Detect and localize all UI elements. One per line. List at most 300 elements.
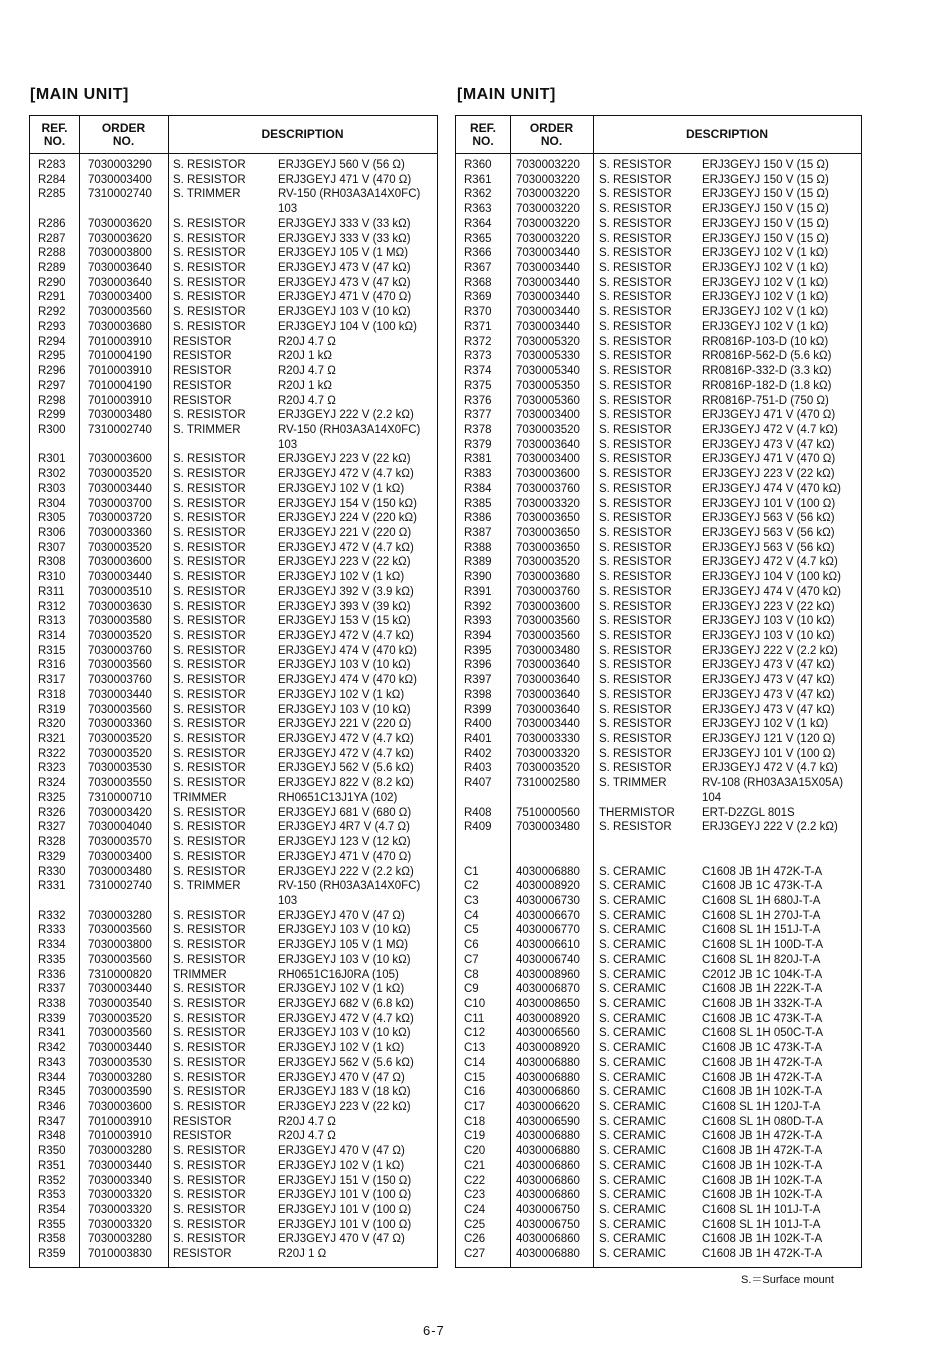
ref-no: C12 — [464, 1027, 486, 1040]
order-no: 4030006880 — [516, 1248, 580, 1261]
part-description: ERJ3GEYJ 470 V (47 Ω) — [278, 1233, 405, 1246]
ref-no-header: REF. NO. — [469, 120, 496, 148]
order-no: 4030006590 — [516, 1115, 580, 1128]
part-type: S. CERAMIC — [599, 1218, 667, 1231]
ref-no: R315 — [38, 644, 66, 657]
ref-no: C3 — [464, 894, 479, 907]
ref-no: R329 — [38, 850, 66, 863]
order-no: 4030006670 — [516, 909, 580, 922]
ref-no: R366 — [464, 247, 492, 260]
part-description: ERJ3GEYJ 223 V (22 kΩ) — [278, 1101, 411, 1113]
order-no: 7030003280 — [88, 1233, 152, 1246]
part-type: S. RESISTOR — [173, 1071, 246, 1084]
part-description: C1608 JB 1C 473K-T-A — [702, 1042, 823, 1055]
part-type: S. RESISTOR — [599, 733, 672, 746]
table-row — [456, 850, 861, 865]
part-description: 103 — [278, 438, 298, 451]
part-type: S. RESISTOR — [173, 291, 246, 304]
table-row — [456, 1012, 861, 1027]
part-description: RR0816P-751-D (750 Ω) — [702, 394, 829, 407]
part-type: S. RESISTOR — [173, 1174, 246, 1187]
ref-no: C18 — [464, 1115, 486, 1128]
table-row — [456, 938, 861, 953]
table-row — [30, 658, 437, 673]
part-type: S. TRIMMER — [173, 188, 241, 201]
table-row — [30, 1188, 437, 1203]
ref-no: R363 — [464, 203, 492, 216]
table-row — [456, 732, 861, 747]
part-description: RV-150 (RH03A3A14X0FC) — [278, 880, 421, 893]
table-row — [30, 761, 437, 776]
part-type: S. RESISTOR — [173, 615, 246, 628]
order-no: 7030003280 — [88, 1145, 152, 1158]
table-row — [30, 585, 437, 600]
part-type: S. RESISTOR — [599, 203, 672, 216]
order-no: 7030003340 — [88, 1174, 152, 1187]
part-type: S. RESISTOR — [173, 1218, 246, 1231]
part-type: S. RESISTOR — [173, 953, 246, 966]
table-row — [30, 1026, 437, 1041]
order-no: 7030003520 — [88, 630, 152, 642]
part-description: RV-108 (RH03A3A15X05A) — [702, 777, 844, 790]
part-type: S. RESISTOR — [173, 733, 246, 746]
order-no: 7030003440 — [516, 291, 580, 304]
ref-no: R287 — [38, 232, 66, 245]
ref-no: R390 — [464, 571, 492, 584]
part-type: TRIMMER — [173, 968, 227, 981]
table-row — [456, 1144, 861, 1159]
part-type: TRIMMER — [173, 791, 227, 804]
table-row — [456, 717, 861, 732]
part-type: S. RESISTOR — [173, 453, 246, 466]
part-description: ERJ3GEYJ 563 V (56 kΩ) — [702, 526, 835, 539]
part-type: S. RESISTOR — [599, 438, 672, 451]
part-type: S. CERAMIC — [599, 1248, 667, 1261]
part-type: S. RESISTOR — [173, 909, 246, 922]
order-no: 7030003560 — [516, 630, 580, 642]
part-description: ERJ3GEYJ 473 V (47 kΩ) — [278, 276, 411, 289]
ref-no: C14 — [464, 1056, 486, 1069]
table-row — [30, 438, 437, 453]
part-type: S. RESISTOR — [173, 1159, 246, 1172]
order-no: 7030003760 — [88, 644, 152, 657]
part-description: ERJ3GEYJ 474 V (470 kΩ) — [702, 585, 841, 598]
order-no: 4030006770 — [516, 924, 580, 937]
part-description: R20J 1 kΩ — [278, 350, 332, 363]
table-row — [30, 1232, 437, 1247]
ref-no: R335 — [38, 953, 66, 966]
part-type: RESISTOR — [173, 1248, 232, 1261]
part-description: ERJ3GEYJ 822 V (8.2 kΩ) — [278, 777, 414, 790]
order-no: 7030003320 — [88, 1204, 152, 1217]
ref-no: R375 — [464, 379, 492, 392]
part-description: C1608 SL 1H 270J-T-A — [702, 909, 821, 922]
table-row — [456, 1159, 861, 1174]
table-row — [456, 217, 861, 232]
part-description: ERJ3GEYJ 102 V (1 kΩ) — [278, 571, 405, 584]
part-type: S. RESISTOR — [599, 541, 672, 554]
part-description: RR0816P-562-D (5.6 kΩ) — [702, 350, 832, 363]
order-no: 7030003280 — [88, 1071, 152, 1084]
ref-no: R351 — [38, 1159, 66, 1172]
part-type: S. CERAMIC — [599, 1174, 667, 1187]
order-no: 7030003520 — [88, 733, 152, 746]
ref-no: R372 — [464, 335, 492, 348]
table-row — [456, 953, 861, 968]
part-description: C1608 JB 1H 102K-T-A — [702, 1174, 823, 1187]
part-description: ERJ3GEYJ 682 V (6.8 kΩ) — [278, 997, 414, 1010]
ref-no: R346 — [38, 1101, 66, 1113]
ref-no: R394 — [464, 630, 492, 642]
ref-no: R353 — [38, 1189, 66, 1202]
part-description: ERJ3GEYJ 472 V (4.7 kΩ) — [702, 762, 838, 775]
part-type: S. TRIMMER — [173, 423, 241, 436]
order-no: 7030005330 — [516, 350, 580, 363]
order-no: 7030003510 — [88, 585, 152, 598]
part-type: S. RESISTOR — [173, 556, 246, 569]
part-type: S. RESISTOR — [599, 688, 672, 701]
order-no: 7030003620 — [88, 232, 152, 245]
order-no: 7310002740 — [88, 423, 152, 436]
table-row — [456, 349, 861, 364]
order-no: 7030003520 — [88, 468, 152, 481]
ref-no: R377 — [464, 409, 492, 422]
part-description: ERJ3GEYJ 563 V (56 kΩ) — [702, 512, 835, 525]
part-description: ERJ3GEYJ 472 V (4.7 kΩ) — [278, 541, 414, 554]
part-type: RESISTOR — [173, 350, 232, 363]
order-no: 7030003520 — [516, 762, 580, 775]
part-description: ERJ3GEYJ 562 V (5.6 kΩ) — [278, 1056, 414, 1069]
table-row — [456, 423, 861, 438]
part-description: ERJ3GEYJ 105 V (1 MΩ) — [278, 939, 409, 952]
ref-no: R354 — [38, 1204, 66, 1217]
order-no: 7030005360 — [516, 394, 580, 407]
ref-no: R311 — [38, 585, 65, 598]
part-type: S. RESISTOR — [599, 423, 672, 436]
part-description: ERJ3GEYJ 103 V (10 kΩ) — [278, 703, 411, 716]
ref-no: R396 — [464, 659, 492, 672]
order-no: 7030003570 — [88, 836, 152, 849]
order-no-header: ORDER NO. — [529, 120, 574, 148]
part-description: ERJ3GEYJ 150 V (15 Ω) — [702, 188, 829, 201]
part-type: S. RESISTOR — [173, 526, 246, 539]
part-type: RESISTOR — [173, 1115, 232, 1128]
table-row — [456, 1188, 861, 1203]
ref-no: R294 — [38, 335, 66, 348]
part-description: ERJ3GEYJ 101 V (100 Ω) — [278, 1218, 412, 1231]
part-type: S. TRIMMER — [599, 777, 667, 790]
table-row — [456, 408, 861, 423]
order-no: 7030003320 — [516, 497, 580, 510]
table-row — [456, 894, 861, 909]
ref-no: R325 — [38, 791, 66, 804]
table-row — [456, 997, 861, 1012]
table-row — [30, 938, 437, 953]
part-type: S. RESISTOR — [173, 836, 246, 849]
part-description: ERJ3GEYJ 103 V (10 kΩ) — [278, 953, 411, 966]
ref-no: R327 — [38, 821, 66, 834]
order-no: 7030003440 — [516, 247, 580, 260]
ref-no: R386 — [464, 512, 492, 525]
order-no: 7030003600 — [88, 1101, 152, 1113]
table-row — [30, 1159, 437, 1174]
order-no: 7030003760 — [88, 674, 152, 687]
table-row — [30, 629, 437, 644]
part-description: ERJ3GEYJ 471 V (470 Ω) — [278, 291, 412, 304]
part-description: C1608 SL 1H 080D-T-A — [702, 1115, 824, 1128]
table-row — [456, 1100, 861, 1115]
table-row — [30, 1100, 437, 1115]
part-description: ERJ3GEYJ 153 V (15 kΩ) — [278, 615, 411, 628]
part-description: C2012 JB 1C 104K-T-A — [702, 968, 823, 981]
order-no: 4030006860 — [516, 1189, 580, 1202]
part-type: S. RESISTOR — [173, 865, 246, 878]
part-description: ERJ3GEYJ 102 V (1 kΩ) — [702, 291, 829, 304]
part-description: C1608 JB 1H 102K-T-A — [702, 1086, 823, 1099]
order-no: 7030003600 — [516, 468, 580, 481]
ref-no: R407 — [464, 777, 492, 790]
part-description: RV-150 (RH03A3A14X0FC) — [278, 188, 421, 201]
table-row — [456, 452, 861, 467]
order-no: 4030006730 — [516, 894, 580, 907]
ref-no: C10 — [464, 997, 486, 1010]
order-no: 7030003480 — [88, 865, 152, 878]
order-no: 7030003600 — [88, 453, 152, 466]
part-description: 104 — [702, 791, 722, 804]
order-no: 4030006860 — [516, 1086, 580, 1099]
ref-no: R299 — [38, 409, 66, 422]
part-type: S. RESISTOR — [599, 409, 672, 422]
ref-no: R389 — [464, 556, 492, 569]
table-row — [30, 894, 437, 909]
ref-no: R284 — [38, 173, 66, 186]
ref-no: R364 — [464, 217, 492, 230]
ref-no: R365 — [464, 232, 492, 245]
ref-no: R339 — [38, 1012, 66, 1025]
order-no: 7030003620 — [88, 217, 152, 230]
part-description: C1608 JB 1H 102K-T-A — [702, 1189, 823, 1202]
order-no: 7030003440 — [516, 276, 580, 289]
ref-no: R314 — [38, 630, 66, 642]
ref-no: R286 — [38, 217, 66, 230]
order-no: 7030005350 — [516, 379, 580, 392]
order-no: 7030003560 — [88, 703, 152, 716]
ref-no: C22 — [464, 1174, 486, 1187]
ref-no: R395 — [464, 644, 492, 657]
ref-no: R291 — [38, 291, 66, 304]
order-no: 7030003480 — [516, 821, 580, 834]
order-no: 7030005340 — [516, 365, 580, 378]
part-description: ERJ3GEYJ 473 V (47 kΩ) — [702, 688, 835, 701]
ref-no: R348 — [38, 1130, 66, 1143]
part-description: ERJ3GEYJ 474 V (470 kΩ) — [278, 644, 417, 657]
part-description: ERJ3GEYJ 560 V (56 Ω) — [278, 159, 405, 171]
part-description: ERJ3GEYJ 102 V (1 kΩ) — [278, 688, 405, 701]
order-no: 7030003760 — [516, 482, 580, 495]
order-no: 7030003640 — [516, 703, 580, 716]
part-description: ERJ3GEYJ 471 V (470 Ω) — [702, 409, 836, 422]
part-description: R20J 1 Ω — [278, 1248, 327, 1261]
table-row — [456, 865, 861, 880]
part-description: C1608 SL 1H 101J-T-A — [702, 1218, 821, 1231]
order-no: 7030003440 — [88, 1042, 152, 1055]
table-row — [30, 806, 437, 821]
part-description: C1608 SL 1H 101J-T-A — [702, 1204, 821, 1217]
order-no: 4030006880 — [516, 865, 580, 878]
table-row — [30, 246, 437, 261]
table-row — [456, 879, 861, 894]
table-row — [30, 305, 437, 320]
ref-no: R303 — [38, 482, 66, 495]
order-no: 7030003320 — [516, 747, 580, 760]
ref-no: R384 — [464, 482, 492, 495]
part-description: ERJ3GEYJ 472 V (4.7 kΩ) — [278, 468, 414, 481]
part-type: S. CERAMIC — [599, 1159, 667, 1172]
part-type: S. RESISTOR — [599, 600, 672, 613]
part-type: S. RESISTOR — [173, 571, 246, 584]
order-no: 7030003630 — [88, 600, 152, 613]
table-row — [456, 394, 861, 409]
ref-no: R378 — [464, 423, 492, 436]
order-no: 4030006750 — [516, 1218, 580, 1231]
description-header: DESCRIPTION — [261, 127, 344, 141]
table-row — [30, 1085, 437, 1100]
part-type: S. RESISTOR — [599, 571, 672, 584]
order-no: 7030003540 — [88, 997, 152, 1010]
part-description: ERJ3GEYJ 392 V (3.9 kΩ) — [278, 585, 414, 598]
part-type: S. CERAMIC — [599, 1145, 667, 1158]
ref-no: R323 — [38, 762, 66, 775]
part-description: ERJ3GEYJ 105 V (1 MΩ) — [278, 247, 409, 260]
part-description: ERJ3GEYJ 471 V (470 Ω) — [278, 850, 412, 863]
part-description: ERJ3GEYJ 224 V (220 kΩ) — [278, 512, 417, 525]
part-type: S. RESISTOR — [599, 262, 672, 275]
ref-no: C15 — [464, 1071, 486, 1084]
ref-no: C2 — [464, 880, 479, 893]
part-description: ERJ3GEYJ 104 V (100 kΩ) — [278, 320, 417, 333]
part-type: S. RESISTOR — [173, 688, 246, 701]
order-no: 4030006860 — [516, 1159, 580, 1172]
table-row — [30, 865, 437, 880]
part-description: ERJ3GEYJ 223 V (22 kΩ) — [278, 556, 411, 569]
ref-no: R367 — [464, 262, 492, 275]
ref-no: C9 — [464, 983, 479, 996]
ref-no: R338 — [38, 997, 66, 1010]
part-description: C1608 JB 1H 222K-T-A — [702, 983, 823, 996]
part-description: ERJ3GEYJ 150 V (15 Ω) — [702, 203, 829, 216]
part-type: S. RESISTOR — [599, 173, 672, 186]
order-no: 7030003560 — [88, 659, 152, 672]
part-type: S. CERAMIC — [599, 1086, 667, 1099]
part-description: ERJ3GEYJ 150 V (15 Ω) — [702, 217, 829, 230]
part-type: S. RESISTOR — [599, 335, 672, 348]
part-description: ERJ3GEYJ 474 V (470 kΩ) — [278, 674, 417, 687]
part-description: ERJ3GEYJ 223 V (22 kΩ) — [278, 453, 411, 466]
order-no: 7310002580 — [516, 777, 580, 790]
part-description: RH0651C16J0RA (105) — [278, 968, 399, 981]
table-row — [30, 335, 437, 350]
part-type: S. RESISTOR — [173, 541, 246, 554]
ref-no: R321 — [38, 733, 66, 746]
table-row — [30, 776, 437, 791]
part-description: ERJ3GEYJ 472 V (4.7 kΩ) — [278, 733, 414, 746]
table-row — [456, 835, 861, 850]
ref-no: R322 — [38, 747, 66, 760]
part-description: ERJ3GEYJ 103 V (10 kΩ) — [702, 630, 835, 642]
part-description: ERJ3GEYJ 103 V (10 kΩ) — [278, 924, 411, 937]
table-row — [30, 968, 437, 983]
table-row — [456, 364, 861, 379]
ref-no: C7 — [464, 953, 479, 966]
order-no: 7030003520 — [88, 1012, 152, 1025]
ref-no: R409 — [464, 821, 492, 834]
table-row — [30, 261, 437, 276]
table-row — [30, 732, 437, 747]
part-type: S. CERAMIC — [599, 968, 667, 981]
ref-no: R296 — [38, 365, 66, 378]
table-row — [456, 305, 861, 320]
table-row — [456, 1085, 861, 1100]
part-type: S. CERAMIC — [599, 894, 667, 907]
order-no: 4030006620 — [516, 1101, 580, 1113]
table-row — [456, 467, 861, 482]
part-type: S. RESISTOR — [599, 159, 672, 171]
order-no: 7510000560 — [516, 806, 580, 819]
order-no: 4030006740 — [516, 953, 580, 966]
ref-no: R336 — [38, 968, 66, 981]
part-type: S. RESISTOR — [599, 188, 672, 201]
table-row — [30, 717, 437, 732]
part-type: S. RESISTOR — [173, 468, 246, 481]
table-row — [456, 600, 861, 615]
part-description: ERJ3GEYJ 103 V (10 kΩ) — [278, 306, 411, 319]
table-row — [30, 1174, 437, 1189]
order-no: 4030006870 — [516, 983, 580, 996]
part-description: ERJ3GEYJ 101 V (100 Ω) — [278, 1204, 412, 1217]
table-row — [456, 1115, 861, 1130]
ref-no: R352 — [38, 1174, 66, 1187]
part-type: S. RESISTOR — [599, 703, 672, 716]
order-no: 7030003440 — [88, 482, 152, 495]
part-description: ERJ3GEYJ 223 V (22 kΩ) — [702, 468, 835, 481]
ref-no: R295 — [38, 350, 66, 363]
part-type: S. CERAMIC — [599, 1130, 667, 1143]
order-no: 4030006750 — [516, 1204, 580, 1217]
ref-no: C21 — [464, 1159, 486, 1172]
table-row — [456, 791, 861, 806]
order-no: 7030003520 — [88, 541, 152, 554]
part-description: RR0816P-182-D (1.8 kΩ) — [702, 379, 832, 392]
table-header — [30, 116, 437, 154]
ref-no: R355 — [38, 1218, 66, 1231]
part-type: S. RESISTOR — [599, 747, 672, 760]
part-description: R20J 4.7 Ω — [278, 1115, 336, 1128]
part-description: ERJ3GEYJ 103 V (10 kΩ) — [702, 615, 835, 628]
part-description: ERJ3GEYJ 123 V (12 kΩ) — [278, 836, 411, 849]
table-row — [30, 526, 437, 541]
part-description: RH0651C13J1YA (102) — [278, 791, 398, 804]
table-row — [30, 791, 437, 806]
part-type: RESISTOR — [173, 335, 232, 348]
ref-no: R341 — [38, 1027, 66, 1040]
order-no: 7010003910 — [88, 1130, 152, 1143]
part-type: S. RESISTOR — [173, 232, 246, 245]
part-description: R20J 4.7 Ω — [278, 394, 336, 407]
part-description: ERJ3GEYJ 104 V (100 kΩ) — [702, 571, 841, 584]
part-description: RR0816P-103-D (10 kΩ) — [702, 335, 829, 348]
part-type: S. CERAMIC — [599, 939, 667, 952]
ref-no: R379 — [464, 438, 492, 451]
